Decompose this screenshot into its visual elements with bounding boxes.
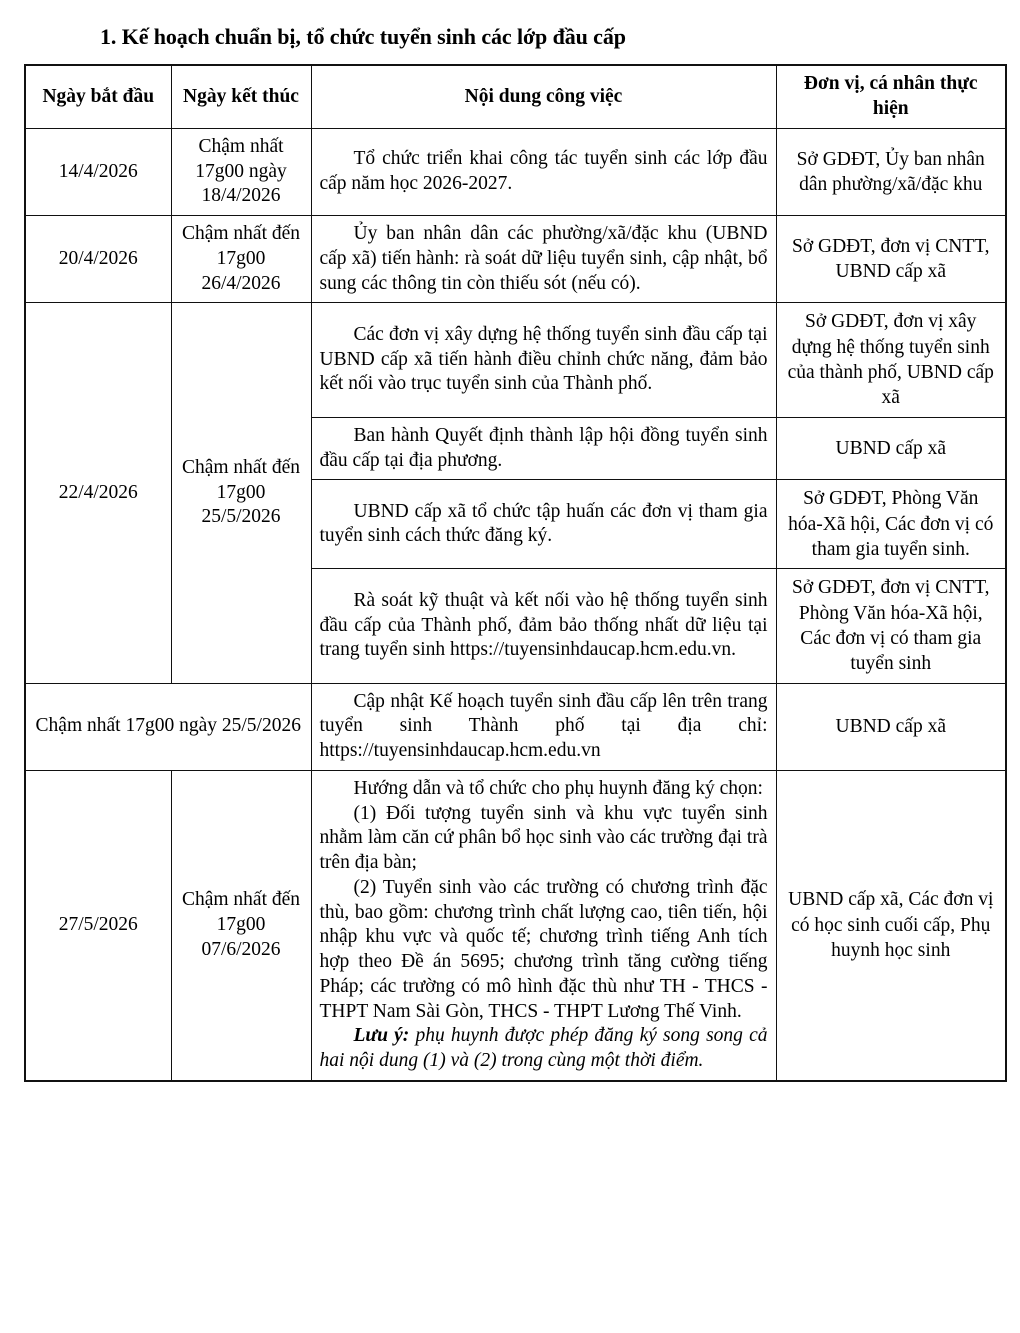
table-header — [25, 65, 1006, 128]
column-header-end-date: Ngày kết thúc — [171, 65, 311, 128]
cell-content — [311, 770, 776, 1081]
cell-unit: UBND cấp xã — [776, 683, 1006, 770]
table-row — [25, 770, 1006, 1081]
cell-unit: UBND cấp xã — [776, 417, 1006, 480]
content-note — [320, 1024, 768, 1074]
cell-end-date: Chậm nhất 17g00 ngày 18/4/2026 — [171, 128, 311, 215]
cell-start-date: 22/4/2026 — [25, 303, 171, 683]
table-row — [25, 128, 1006, 215]
admissions-plan-table — [24, 64, 1007, 1082]
cell-content — [311, 480, 776, 569]
cell-content — [311, 303, 776, 417]
cell-unit: Sở GDĐT, đơn vị xây dựng hệ thống tuyển sinh của thành phố, UBND cấp xã — [776, 303, 1006, 417]
note-label: Lưu ý: — [353, 1025, 410, 1047]
content-paragraph: UBND cấp xã tổ chức tập huấn các đơn vị tham gia tuyển sinh cách thức đăng ký. — [319, 500, 768, 547]
column-header-content: Nội dung công việc — [311, 65, 776, 128]
content-paragraph: Ban hành Quyết định thành lập hội đồng tuyển sinh đầu cấp tại địa phương. — [319, 424, 768, 471]
cell-unit: UBND cấp xã, Các đơn vị có học sinh cuối cấp, Phụ huynh học sinh — [776, 770, 1006, 1081]
cell-merged-date: Chậm nhất 17g00 ngày 25/5/2026 — [25, 683, 311, 770]
table-body — [25, 128, 1006, 1081]
cell-unit: Sở GDĐT, đơn vị CNTT, Phòng Văn hóa-Xã hội, Các đơn vị có tham gia tuyển sinh — [776, 569, 1006, 683]
content-paragraph: (1) Đối tượng tuyển sinh và khu vực tuyển sinh nhằm làm căn cứ phân bổ học sinh vào các trường đại trà trên địa bàn; — [319, 802, 768, 874]
content-paragraph: Ủy ban nhân dân các phường/xã/đặc khu (UBND cấp xã) tiến hành: rà soát dữ liệu tuyển sinh, cập nhật, bổ sung các thông tin còn thiếu sót (nếu có). — [319, 223, 768, 294]
table-row — [25, 216, 1006, 303]
cell-unit: Sở GDĐT, Phòng Văn hóa-Xã hội, Các đơn vị có tham gia tuyển sinh. — [776, 480, 1006, 569]
column-header-unit: Đơn vị, cá nhân thực hiện — [776, 65, 1006, 128]
cell-content — [311, 216, 776, 303]
column-header-start-date: Ngày bắt đầu — [25, 65, 171, 128]
cell-content — [311, 417, 776, 480]
content-paragraph: Cập nhật Kế hoạch tuyển sinh đầu cấp lên trên trang tuyển sinh Thành phố tại địa chỉ: https://tuyensinhdaucap.hcm.edu.vn — [319, 690, 768, 762]
cell-unit: Sở GDĐT, đơn vị CNTT, UBND cấp xã — [776, 216, 1006, 303]
cell-content — [311, 128, 776, 215]
page-title: 1. Kế hoạch chuẩn bị, tổ chức tuyển sinh các lớp đầu cấp — [100, 24, 626, 49]
content-paragraph: (2) Tuyển sinh vào các trường có chương trình đặc thù, bao gồm: chương trình chất lượng cao, tiên tiến, hội nhập khu vực và quốc tế; chương trình tiếng Anh tích hợp theo Đề án 5695; chương trình tăng cường tiếng Pháp; các trường có mô hình đặc thù như TH - THCS - THPT Nam Sài Gòn, THCS - THPT Lương Thế Vinh. — [319, 876, 768, 1022]
cell-unit: Sở GDĐT, Ủy ban nhân dân phường/xã/đặc khu — [776, 128, 1006, 215]
cell-end-date: Chậm nhất đến 17g00 25/5/2026 — [171, 303, 311, 683]
note-text: phụ huynh được phép đăng ký song song cả hai nội dung (1) và (2) trong cùng một thời điểm. — [319, 1025, 768, 1072]
cell-content — [311, 569, 776, 683]
table-row — [25, 683, 1006, 770]
cell-end-date: Chậm nhất đến 17g00 26/4/2026 — [171, 216, 311, 303]
cell-start-date: 27/5/2026 — [25, 770, 171, 1081]
cell-end-date: Chậm nhất đến 17g00 07/6/2026 — [171, 770, 311, 1081]
table-row — [25, 303, 1006, 417]
table-header-row — [25, 65, 1006, 128]
content-paragraph: Các đơn vị xây dựng hệ thống tuyển sinh đầu cấp tại UBND cấp xã tiến hành điều chỉnh chức năng, đảm bảo kết nối vào trục tuyển sinh của Thành phố. — [319, 323, 768, 395]
content-paragraph: Tổ chức triển khai công tác tuyển sinh các lớp đầu cấp năm học 2026-2027. — [319, 148, 768, 195]
cell-content — [311, 683, 776, 770]
cell-start-date: 20/4/2026 — [25, 216, 171, 303]
content-paragraph: Rà soát kỹ thuật và kết nối vào hệ thống tuyển sinh đầu cấp của Thành phố, đảm bảo thống nhất dữ liệu tại trang tuyển sinh https://tuyensinhdaucap.hcm.edu.vn. — [319, 589, 768, 661]
cell-start-date: 14/4/2026 — [25, 128, 171, 215]
content-paragraph: Hướng dẫn và tổ chức cho phụ huynh đăng ký chọn: — [353, 777, 763, 799]
